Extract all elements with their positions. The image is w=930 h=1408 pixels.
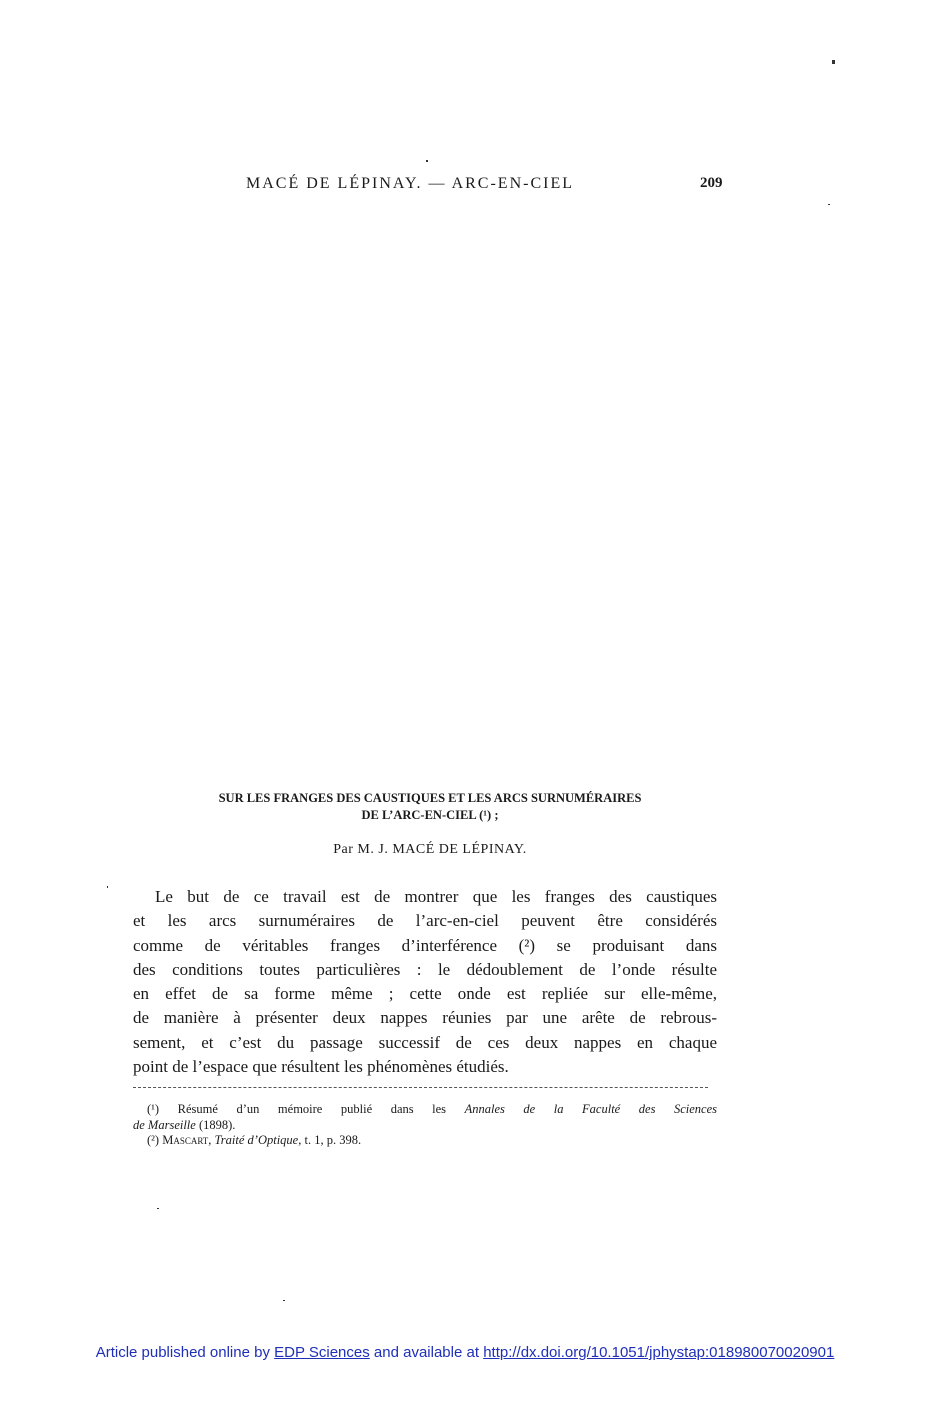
footnote-divider xyxy=(133,1087,708,1088)
body-line: des conditions toutes particulières : le dédoublement de l’onde résulte xyxy=(133,959,717,979)
footer-middle: and available at xyxy=(373,1344,480,1361)
body-line: Le but de ce travail est de montrer que les franges des caustiques xyxy=(155,887,717,906)
footnote-1-journal-cont: de Marseille xyxy=(133,1117,196,1132)
footnote-2-title: Traité d’Optique, xyxy=(214,1133,302,1147)
body-line: en effet de sa forme même ; cette onde est repliée sur elle-même, xyxy=(133,984,717,1004)
doi-link[interactable]: http://dx.doi.org/10.1051/jphystap:018980070020901 xyxy=(483,1344,835,1361)
article-title-line-1: SUR LES FRANGES DES CAUSTIQUES ET LES ARCS SURNUMÉRAIRES xyxy=(218,791,642,805)
scan-speck xyxy=(426,160,428,162)
footnote-2-author: Mascart, xyxy=(162,1133,212,1147)
footnote-2 xyxy=(133,1133,717,1149)
footnote-1 xyxy=(133,1102,717,1118)
publisher-link[interactable]: EDP Sciences xyxy=(274,1344,370,1361)
article-author: Par M. J. MACÉ DE LÉPINAY. xyxy=(333,842,527,857)
footnotes xyxy=(133,1102,717,1149)
body-line: comme de véritables franges d’interférence (²) se produisant dans xyxy=(133,935,717,955)
footnote-1-marker: (¹) xyxy=(147,1102,160,1116)
page-number: 209 xyxy=(700,175,723,191)
article-title xyxy=(140,790,720,824)
scan-speck xyxy=(832,60,835,64)
footnote-1-continued xyxy=(133,1118,717,1134)
footnote-1-text: Résumé d’un mémoire publié dans les xyxy=(177,1102,447,1116)
scan-speck xyxy=(107,886,108,888)
scan-speck xyxy=(157,1208,159,1209)
footnote-2-marker: (²) xyxy=(147,1133,160,1147)
body-paragraph xyxy=(133,885,717,1079)
footnote-2-ref: t. 1, p. 398. xyxy=(304,1133,362,1147)
article-title-line-2: DE L’ARC-EN-CIEL (¹) ; xyxy=(361,808,499,822)
scan-speck xyxy=(283,1300,285,1301)
footnote-1-year: (1898). xyxy=(198,1117,236,1132)
footnote-1-journal: Annales de la Faculté des Sciences xyxy=(464,1102,718,1116)
body-line: de manière à présenter deux nappes réunies par une arête de rebrous- xyxy=(133,1008,717,1028)
body-line: point de l’espace que résultent les phénomènes étudiés. xyxy=(133,1057,509,1077)
body-line: sement, et c’est du passage successif de ces deux nappes en chaque xyxy=(133,1032,717,1052)
running-header: MACÉ DE LÉPINAY. — ARC-EN-CIEL xyxy=(246,175,575,192)
body-line: et les arcs surnuméraires de l’arc-en-ciel peuvent être considérés xyxy=(133,911,717,931)
publication-footer xyxy=(0,1344,930,1361)
footer-prefix: Article published online by xyxy=(95,1344,270,1361)
scan-speck xyxy=(828,204,830,205)
